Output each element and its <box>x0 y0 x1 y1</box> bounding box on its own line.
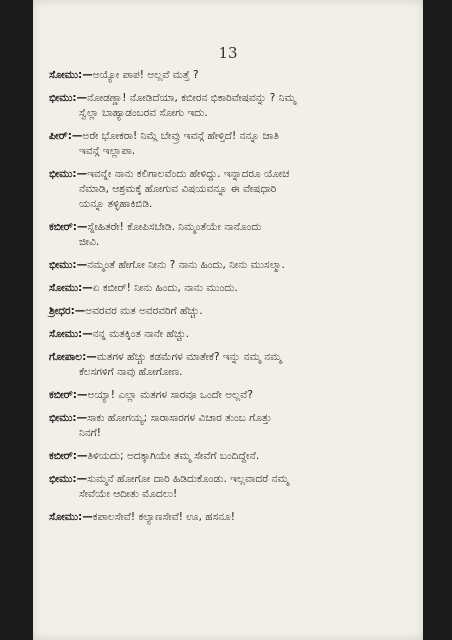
speech-text: ಅವರವರ ಮತ ಅವರವರಿಗೆ ಹೆಚ್ಚು. <box>85 305 203 317</box>
speaker-name: ಕಬೀರ್:— <box>49 389 88 401</box>
dialogue-line <box>49 510 411 525</box>
speech-text: ನೋಡಣ್ಣಾ! ನೋಡಿದೆಯಾ, ಕಬೀರನ ಭಿಕಾರಿವೇಷವನ್ನು ? ನಿಮ್ಮ <box>87 92 296 104</box>
dialogue-line <box>49 91 411 106</box>
speaker-name: ಭೀಮು:— <box>49 259 88 271</box>
dialogue-line <box>49 426 411 441</box>
speech-text: ನನ್ನ ಮತಕ್ಕಿಂತ ನಾನೇ ಹೆಚ್ಚು. <box>92 328 189 340</box>
speaker-name: ಸೋಮು:— <box>49 282 93 294</box>
speech-text: ಸಾಕು ಹೋಗಯ್ಯ; ಸಾರಾಸಾರಗಳ ವಿಚಾರ ತುಂಬ ಗೊತ್ತು <box>87 412 272 424</box>
dialogue-entry <box>49 472 411 502</box>
dialogue-line <box>49 411 411 426</box>
speech-text: ಕೆಲಸಗಳಿಗೆ ನಾವು ಹೋಗೋಣ. <box>79 366 183 378</box>
dialogue-line <box>49 220 411 235</box>
speech-text: ನಿನಗೆ! <box>79 427 101 439</box>
speech-text: ಇವನ್ಗೆ ಇಲ್ಲಾಪಾ. <box>79 145 136 157</box>
dialogue-line <box>49 144 411 159</box>
speech-text: ನೆಮಾಡಿ, ಆಶ್ರಮಕ್ಕೆ ಹೋಗುವ ವಿಷಯವನ್ನೂ ಈ ವೇಷಧಾರಿ <box>79 183 277 195</box>
speech-text: ಸುಮ್ಮನೆ ಹೋಗೋ ದಾರಿ ಹಿಡಿದುಕೊಂಡು. ಇಲ್ಲವಾದರೆ ನಮ್ಮ <box>87 473 289 485</box>
speech-text: ಅರೇ ಭೋಕರಾ! ನಿಮ್ಗೆ ಬೇವ್ರು ಇವನ್ಗೆ ಹೇಳ್ತಿದೆ! ನನ್ನೂ ಜಾತಿ <box>82 130 279 142</box>
speech-text: ಮತಗಳ ಹೆಚ್ಚು ಕಡಮೆಗಳ ಮಾತೇಕೆ? ಇನ್ನು ನಮ್ಮ ನಮ್ಮ <box>96 351 282 363</box>
speech-text: ತಿಳಿಯದು; ಅದಕ್ಕಾಗಿಯೇ ತಮ್ಮ ಸೇವೆಗೆ ಬಂದಿದ್ದೇನೆ. <box>87 450 260 462</box>
dialogue-line <box>49 327 411 342</box>
speaker-name: ಭೀಮು:— <box>49 412 88 424</box>
page-number: 13 <box>218 44 238 62</box>
speaker-name: ಕಬೀರ್:— <box>49 221 88 233</box>
dialogue-entry <box>49 129 411 159</box>
dialogue-line <box>49 304 411 319</box>
speaker-name: ಗೋಪಾಲ:— <box>49 351 97 363</box>
speech-text: ಅಯ್ಯೋ ಪಾಪ! ಅಲ್ಲವೆ ಮತ್ತೆ ? <box>92 69 199 81</box>
dialogue-line <box>49 235 411 250</box>
dialogue-entry <box>49 167 411 212</box>
dialogue-line <box>49 350 411 365</box>
dialogue-entry <box>49 510 411 525</box>
speaker-name: ಕಬೀರ್:— <box>49 450 88 462</box>
dialogue-entry <box>49 327 411 342</box>
dialogue-line <box>49 167 411 182</box>
speech-text: ಏ ಕಬೀರ್! ನೀನು ಹಿಂದು, ನಾನು ಮುಂದು. <box>92 282 238 294</box>
speech-text: ಸ್ವೆಲ್ಲಾ ಬಾಹ್ಯಾಡಂಬರವ ಸೋಗು ಇದು. <box>79 107 208 119</box>
speech-text: ಕಪಾಲಸೇವೆ! ಕಲ್ಯಾಣಸೇವೆ! ಊ, ಹಸನೂ! <box>92 511 235 523</box>
book-page <box>33 0 423 640</box>
dialogue-body <box>49 68 411 533</box>
dialogue-entry <box>49 449 411 464</box>
speaker-name: ಸೋಮು:— <box>49 69 93 81</box>
speech-text: ಜೀವಿ. <box>79 236 100 248</box>
speaker-name: ಸೋಮು:— <box>49 511 93 523</box>
dialogue-entry <box>49 411 411 441</box>
dialogue-line <box>49 472 411 487</box>
speaker-name: ಭೀಮು:— <box>49 473 88 485</box>
speaker-name: ಭೀಮು:— <box>49 92 88 104</box>
dialogue-entry <box>49 281 411 296</box>
dialogue-entry <box>49 350 411 380</box>
dialogue-entry <box>49 388 411 403</box>
dialogue-line <box>49 388 411 403</box>
dialogue-line <box>49 281 411 296</box>
dialogue-entry <box>49 220 411 250</box>
dialogue-line <box>49 197 411 212</box>
speech-text: ನಮ್ಮಂತೆ ಹೇಗೋ ನೀನು ? ನಾನು ಹಿಂದು, ನೀನು ಮುಸಲ್ಮಾ. <box>87 259 285 271</box>
dialogue-line <box>49 365 411 380</box>
speaker-name: ಶ್ರೀಧರ:— <box>49 305 86 317</box>
dialogue-line <box>49 449 411 464</box>
dialogue-entry <box>49 258 411 273</box>
speaker-name: ಭೀಮು:— <box>49 168 88 180</box>
speaker-name: ಸೋಮು:— <box>49 328 93 340</box>
speech-text: ಸ್ನೇಹಿತರೇ! ಕೋಪಿಸಬೇಡಿ. ನಿಮ್ಮಂತೆಯೇ ನಾನೊಂದು <box>87 221 262 233</box>
dialogue-entry <box>49 304 411 319</box>
dialogue-line <box>49 182 411 197</box>
dialogue-line <box>49 129 411 144</box>
dialogue-line <box>49 68 411 83</box>
speech-text: ಸೇವೆಯೇ ಆದೀತು ಮೊದಲು! <box>79 488 178 500</box>
dialogue-line <box>49 487 411 502</box>
speech-text: ಇವನ್ನೇ ನಾನು ಕಲಿಗಾಲವೆಂದು ಹೇಳಿದ್ದು. ಇನ್ನಾದರೂ ಯೋಚ <box>87 168 290 180</box>
speaker-name: ಪೀರ್:— <box>49 130 83 142</box>
speech-text: ಯನ್ನೂ ತಳ್ಳಿಹಾಕಿಬಿಡಿ. <box>79 198 153 210</box>
speech-text: ಅಯ್ಯಾ! ಎಲ್ಲಾ ಮತಗಳ ಸಾರವೂ ಒಂದೇ ಅಲ್ಲವೆ? <box>87 389 253 401</box>
dialogue-entry <box>49 68 411 83</box>
dialogue-line <box>49 258 411 273</box>
dialogue-line <box>49 106 411 121</box>
dialogue-entry <box>49 91 411 121</box>
